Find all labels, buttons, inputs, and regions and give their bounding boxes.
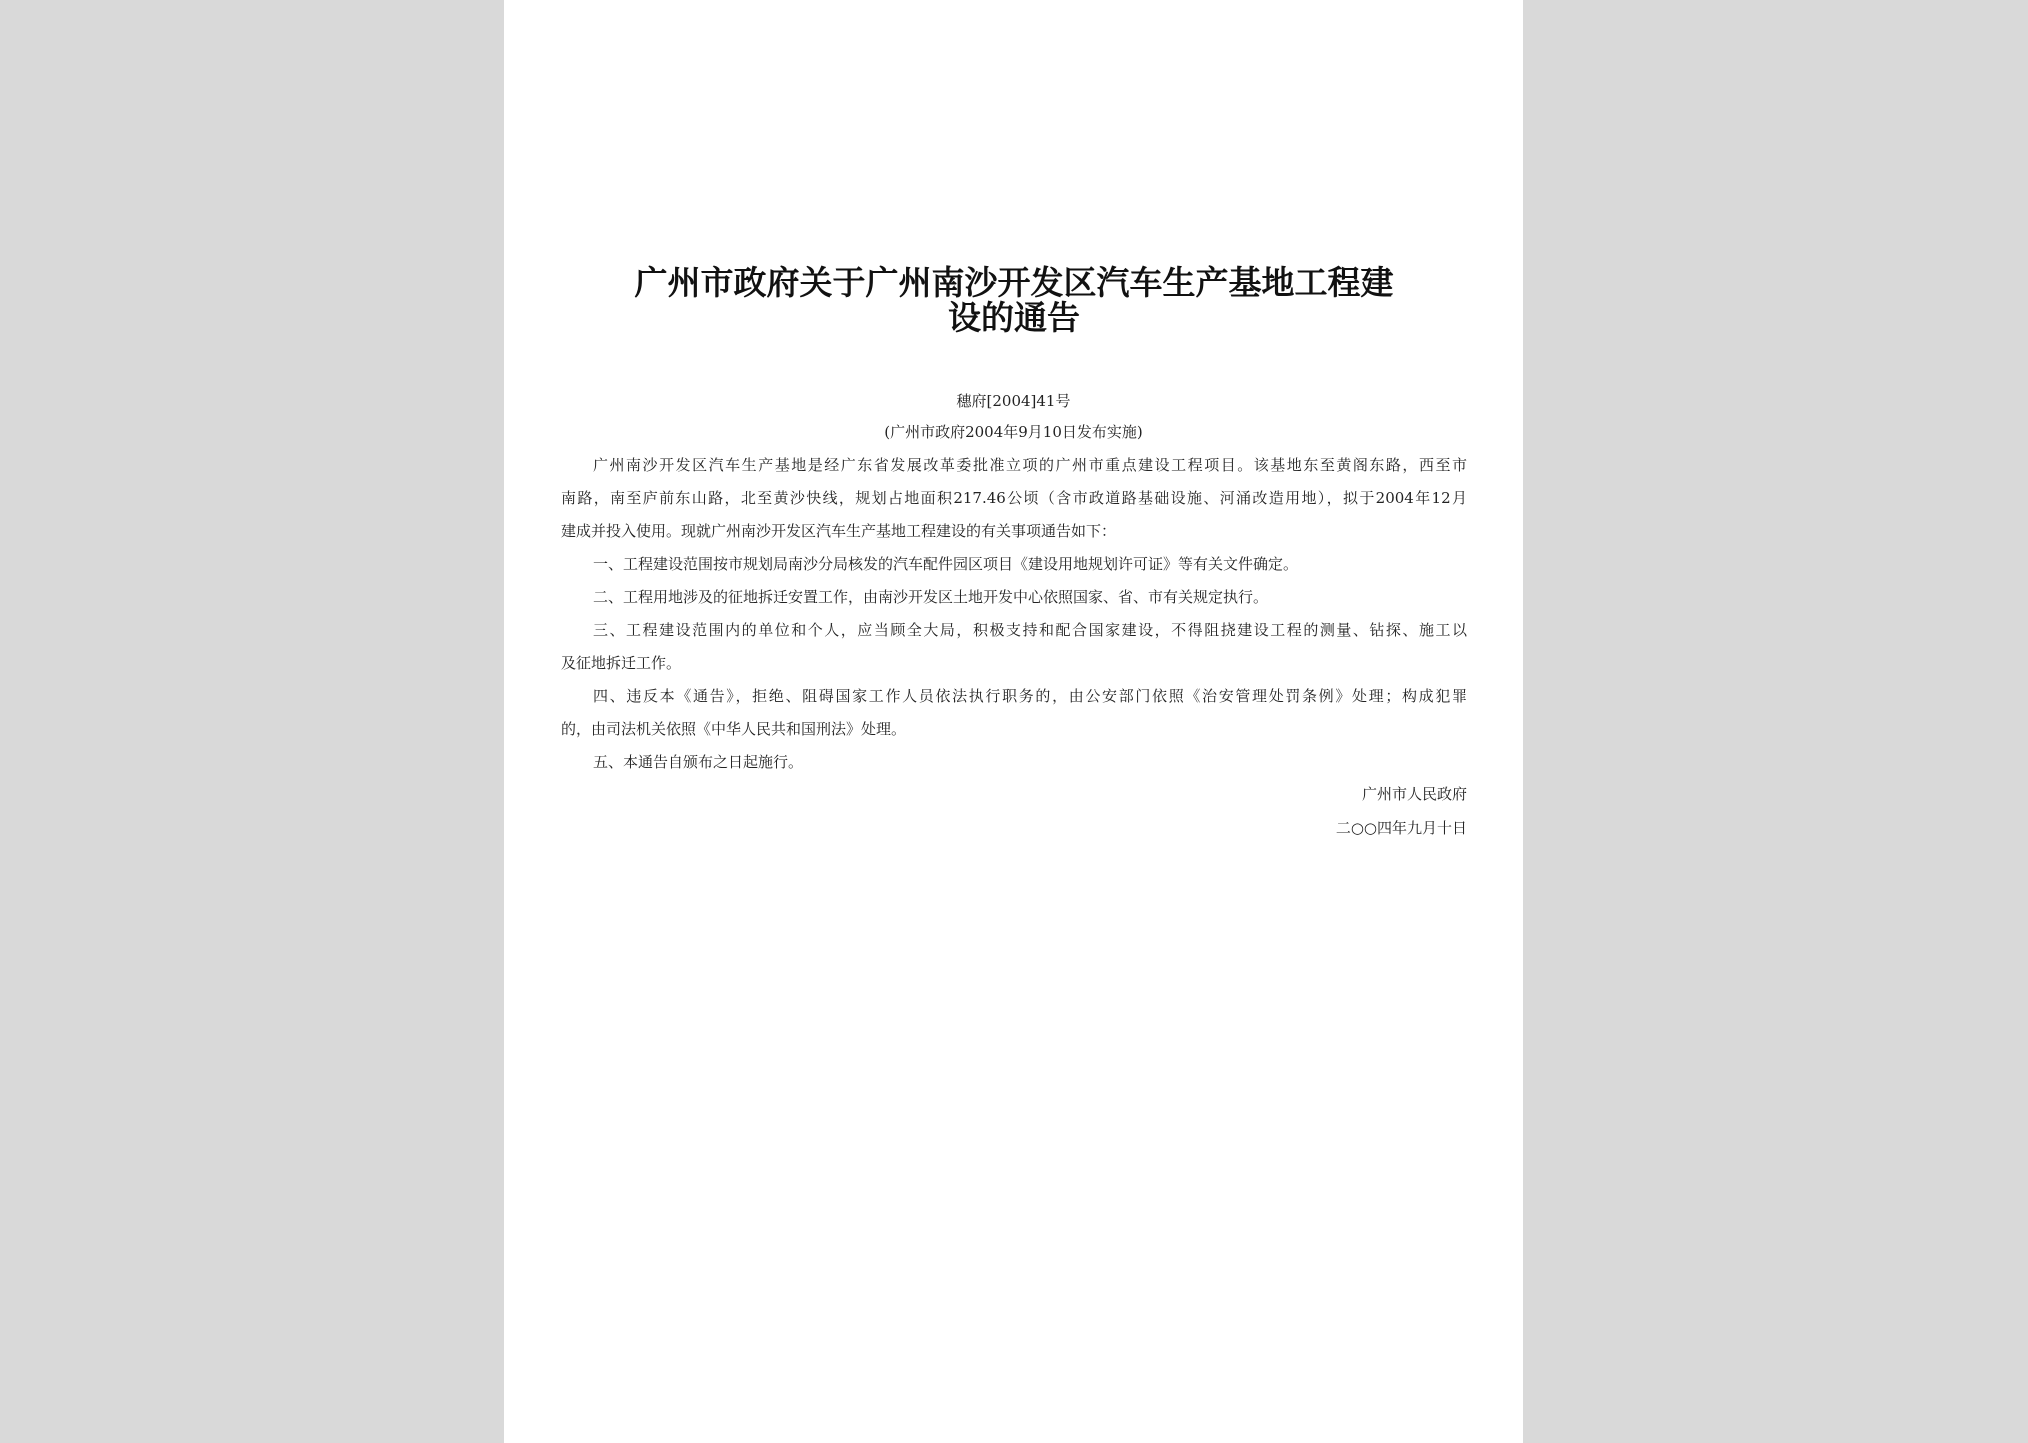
signatory: 广州市人民政府 — [1361, 785, 1467, 803]
body-line: 二、工程用地涉及的征地拆迁安置工作，由南沙开发区土地开发中心依照国家、省、市有关规定执行。 — [593, 588, 1269, 606]
body-line: 四、违反本《通告》，拒绝、阻碍国家工作人员依法执行职务的，由公安部门依照《治安管理处罚条例》处理；构成犯罪 — [593, 687, 1467, 705]
document-title-line-1: 广州市政府关于广州南沙开发区汽车生产基地工程建 — [634, 263, 1394, 302]
signature-date: 二○○四年九月十日 — [1335, 819, 1467, 837]
document-number: 穗府[2004]41号 — [956, 392, 1071, 410]
document-page — [504, 0, 1523, 1443]
body-line: 一、工程建设范围按市规划局南沙分局核发的汽车配件园区项目《建设用地规划许可证》等有关文件确定。 — [593, 555, 1299, 573]
document-title-line-2: 设的通告 — [948, 298, 1080, 337]
body-line: 南路，南至庐前东山路，北至黄沙快线，规划占地面积217.46公顷（含市政道路基础设施、河涌改造用地），拟于2004年12月 — [561, 489, 1467, 507]
body-line: 五、本通告自颁布之日起施行。 — [593, 753, 804, 771]
body-line: 广州南沙开发区汽车生产基地是经广东省发展改革委批准立项的广州市重点建设工程项目。该基地东至黄阁东路，西至市 — [593, 456, 1467, 474]
body-line: 建成并投入使用。现就广州南沙开发区汽车生产基地工程建设的有关事项通告如下： — [561, 522, 1117, 540]
publication-info: (广州市政府2004年9月10日发布实施) — [884, 423, 1143, 441]
body-line: 的，由司法机关依照《中华人民共和国刑法》处理。 — [561, 720, 907, 738]
body-line: 及征地拆迁工作。 — [561, 654, 682, 672]
body-line: 三、工程建设范围内的单位和个人，应当顾全大局，积极支持和配合国家建设，不得阻挠建设工程的测量、钻探、施工以 — [593, 621, 1467, 639]
